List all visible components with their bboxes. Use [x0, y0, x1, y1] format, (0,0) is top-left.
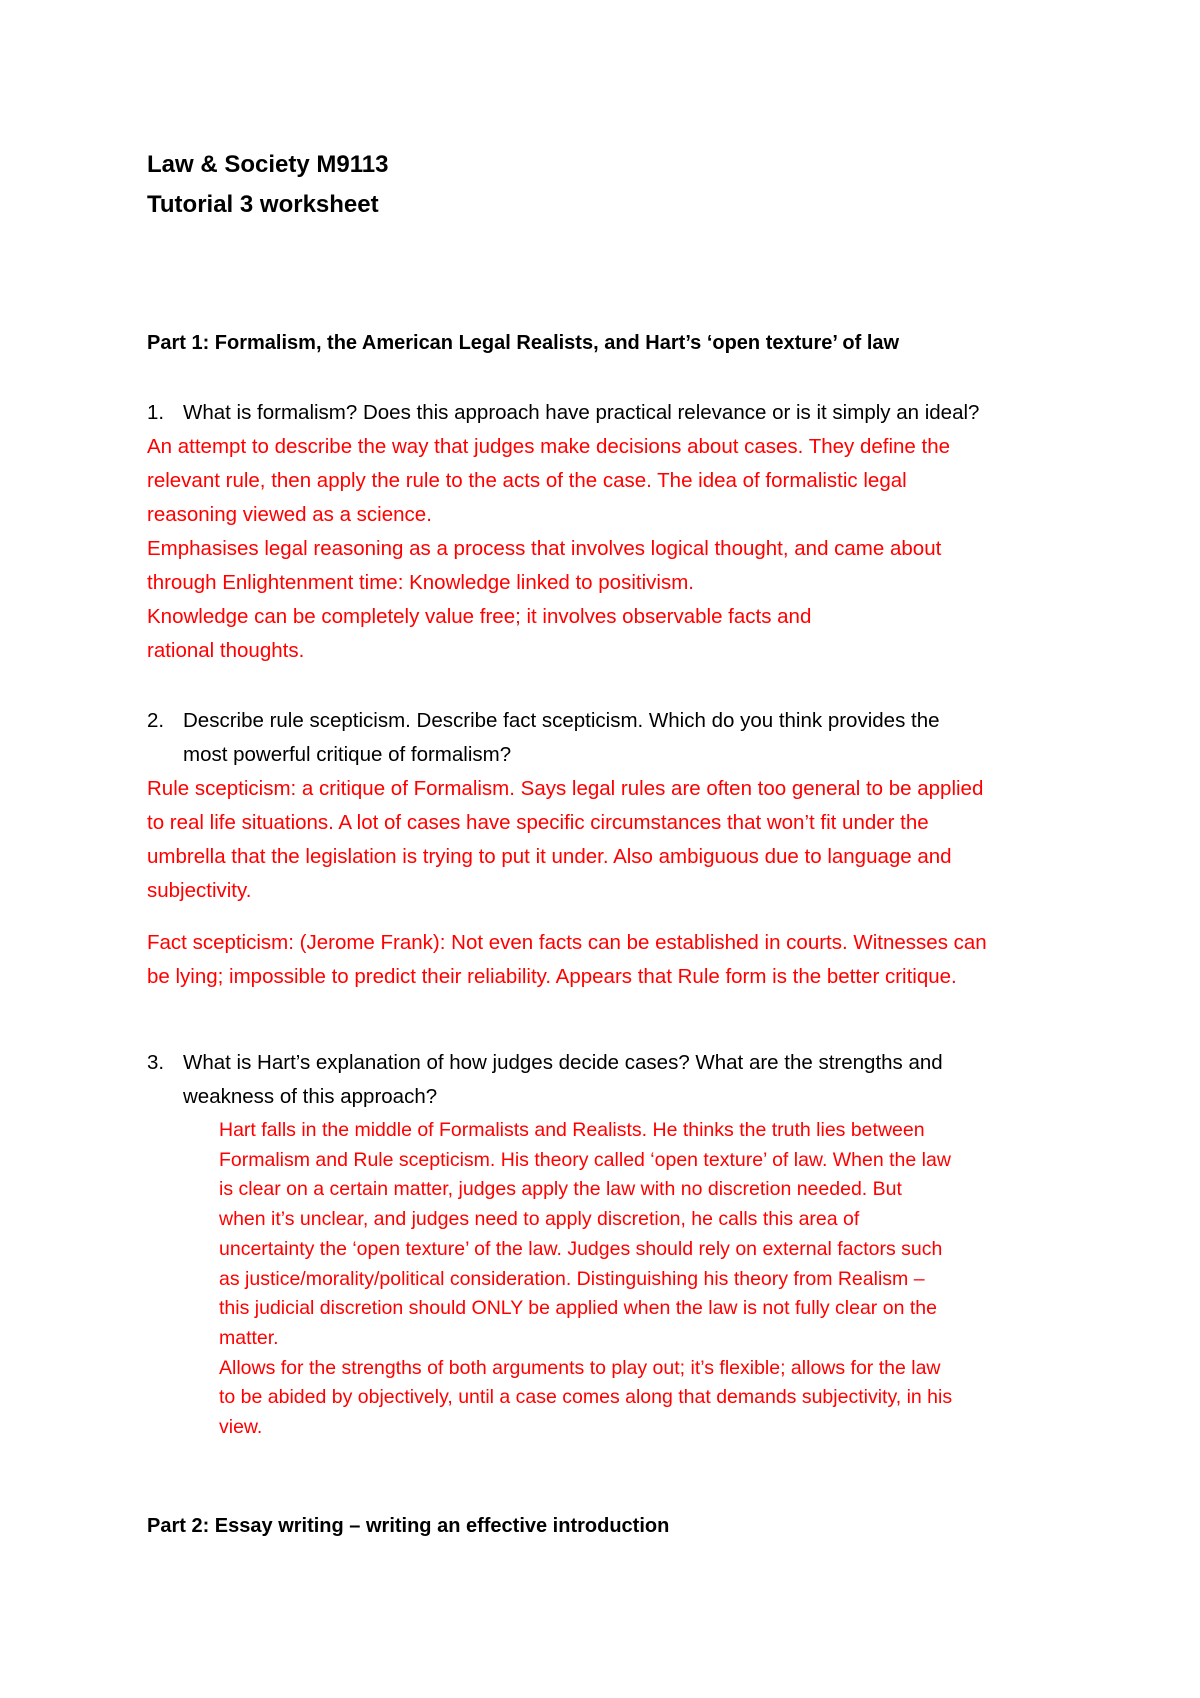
question-number: 3.: [147, 1051, 165, 1074]
answer-line: as justice/morality/political consideration. Distinguishing his theory from Realism –: [219, 1267, 925, 1290]
question-text: weakness of this approach?: [183, 1085, 438, 1108]
answer-line: subjectivity.: [147, 879, 252, 902]
document-title: Law & Society M9113: [147, 151, 389, 178]
question-text: most powerful critique of formalism?: [183, 743, 512, 766]
part1-heading: Part 1: Formalism, the American Legal Realists, and Hart’s ‘open texture’ of law: [147, 332, 900, 354]
question-number: 1.: [147, 401, 165, 424]
answer-3: [219, 1116, 1069, 1443]
answer-line: An attempt to describe the way that judges make decisions about cases. They define the: [147, 435, 951, 458]
question-text: Describe rule scepticism. Describe fact scepticism. Which do you think provides the: [183, 709, 940, 732]
answer-line: this judicial discretion should ONLY be applied when the law is not fully clear on the: [219, 1297, 937, 1320]
answer-line: to real life situations. A lot of cases have specific circumstances that won’t fit under the: [147, 811, 929, 834]
answer-line: view.: [219, 1416, 263, 1439]
answer-line: to be abided by objectively, until a case comes along that demands subjectivity, in his: [219, 1386, 953, 1409]
answer-line: Hart falls in the middle of Formalists and Realists. He thinks the truth lies between: [219, 1119, 925, 1141]
answer-line: Formalism and Rule scepticism. His theory called ‘open texture’ of law. When the law: [219, 1148, 951, 1171]
question-3: [147, 1046, 1067, 1114]
question-text: What is formalism? Does this approach have practical relevance or is it simply an ideal?: [183, 401, 980, 424]
answer-1: [147, 430, 1067, 668]
answer-line: Knowledge can be completely value free; it involves observable facts and: [147, 605, 812, 628]
answer-line: Rule scepticism: a critique of Formalism. Says legal rules are often too general to be applied: [147, 777, 984, 800]
answer-2-rule-scepticism: [147, 772, 1067, 908]
part2-heading: Part 2: Essay writing – writing an effective introduction: [147, 1515, 670, 1537]
answer-line: through Enlightenment time: Knowledge linked to positivism.: [147, 571, 694, 594]
answer-line: is clear on a certain matter, judges apply the law with no discretion needed. But: [219, 1178, 902, 1201]
question-number: 2.: [147, 709, 165, 732]
answer-line: uncertainty the ‘open texture’ of the law. Judges should rely on external factors such: [219, 1237, 943, 1260]
answer-line: when it’s unclear, and judges need to apply discretion, he calls this area of: [219, 1208, 860, 1231]
answer-line: matter.: [219, 1326, 279, 1349]
answer-line: rational thoughts.: [147, 639, 305, 662]
answer-line: Fact scepticism: (Jerome Frank): Not even facts can be established in courts. Witnesses can: [147, 931, 987, 954]
answer-line: Emphasises legal reasoning as a process that involves logical thought, and came about: [147, 537, 942, 560]
answer-line: be lying; impossible to predict their reliability. Appears that Rule form is the better critique.: [147, 965, 957, 988]
answer-line: relevant rule, then apply the rule to the acts of the case. The idea of formalistic legal: [147, 469, 907, 492]
question-1: [147, 396, 1067, 430]
answer-line: umbrella that the legislation is trying to put it under. Also ambiguous due to language and: [147, 845, 952, 868]
question-2: [147, 704, 1067, 772]
answer-line: Allows for the strengths of both arguments to play out; it’s flexible; allows for the law: [219, 1356, 941, 1379]
answer-2-fact-scepticism: [147, 926, 1067, 994]
question-text: What is Hart’s explanation of how judges decide cases? What are the strengths and: [183, 1051, 943, 1074]
document-subtitle: Tutorial 3 worksheet: [147, 191, 379, 218]
answer-line: reasoning viewed as a science.: [147, 503, 432, 526]
